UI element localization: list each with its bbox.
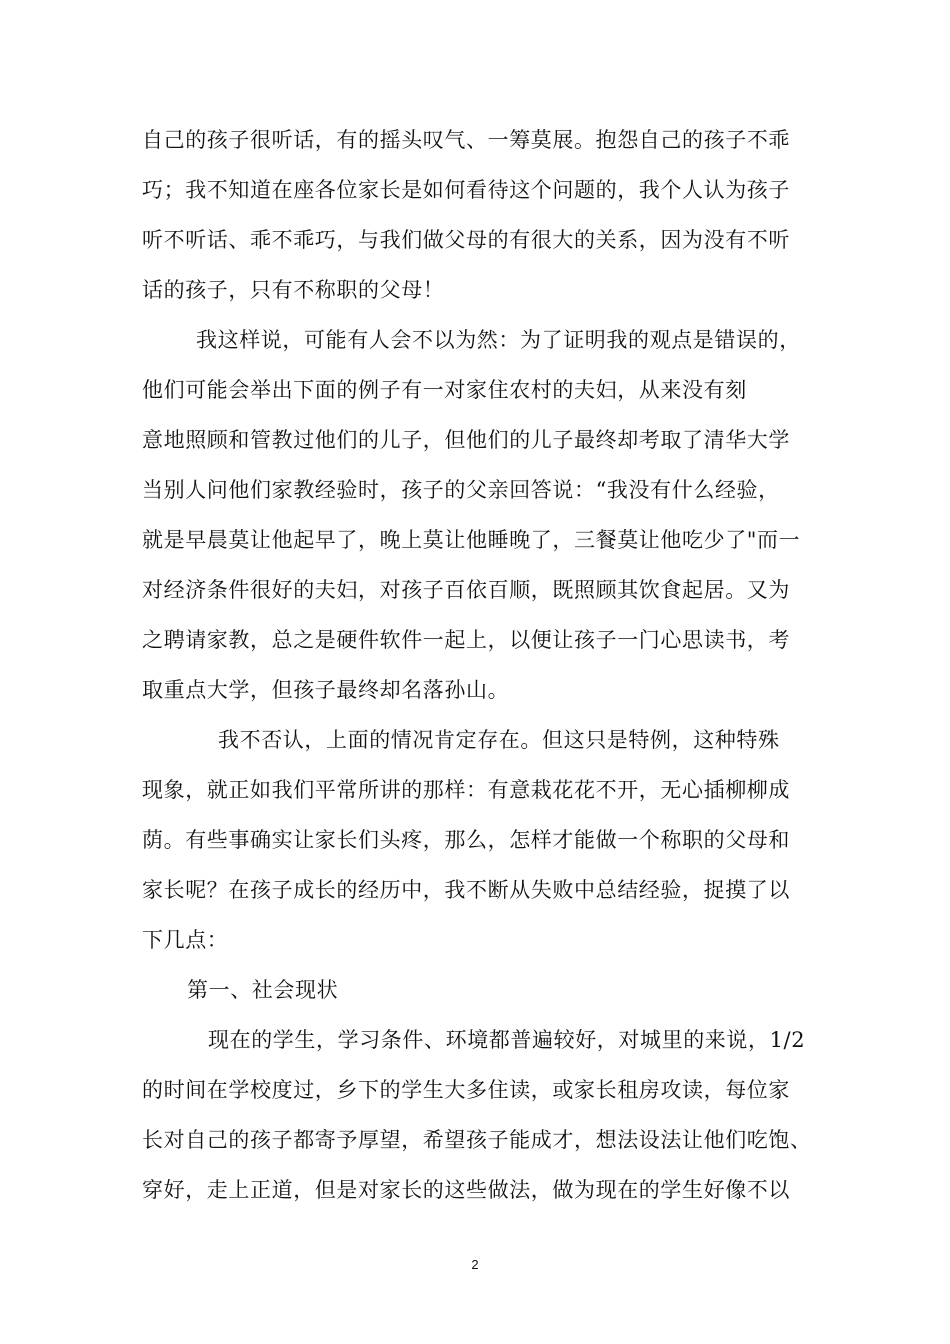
text-line: 的时间在学校度过，乡下的学生大多住读，或家长租房攻读，每位家 <box>142 1078 790 1102</box>
section-heading: 第一、社会现状 <box>187 978 339 1002</box>
paragraph-start-line: 我不否认，上面的情况肯定存在。但这只是特例，这种特殊 <box>218 728 780 752</box>
text-line: 荫。有些事确实让家长们头疼，那么，怎样才能做一个称职的父母和 <box>142 828 790 852</box>
page-number: 2 <box>471 1257 479 1272</box>
text-line: 意地照顾和管教过他们的儿子，但他们的儿子最终却考取了清华大学 <box>142 428 790 452</box>
text-line: 长对自己的孩子都寄予厚望，希望孩子能成才，想法设法让他们吃饱、 <box>142 1128 812 1152</box>
text-line: 当别人问他们家教经验时，孩子的父亲回答说：“我没有什么经验， <box>142 478 780 502</box>
text-line: 话的孩子，只有不称职的父母！ <box>142 278 445 302</box>
paragraph-start-line: 我这样说，可能有人会不以为然：为了证明我的观点是错误的， <box>196 328 801 352</box>
text-line: 对经济条件很好的夫妇，对孩子百依百顺，既照顾其饮食起居。又为 <box>142 578 790 602</box>
text-line: 听不听话、乖不乖巧，与我们做父母的有很大的关系，因为没有不听 <box>142 228 790 252</box>
text-line: 巧；我不知道在座各位家长是如何看待这个问题的，我个人认为孩子 <box>142 178 790 202</box>
text-line: 下几点： <box>142 928 229 952</box>
paragraph-start-line: 现在的学生，学习条件、环境都普遍较好，对城里的来说，1/2 <box>208 1028 806 1052</box>
text-line: 取重点大学，但孩子最终却名落孙山。 <box>142 678 510 702</box>
text-line: 就是早晨莫让他起早了，晚上莫让他睡晚了，三餐莫让他吃少了"而一 <box>142 528 801 552</box>
text-line: 现象，就正如我们平常所讲的那样：有意栽花花不开，无心插柳柳成 <box>142 778 790 802</box>
text-line: 穿好，走上正道，但是对家长的这些做法，做为现在的学生好像不以 <box>142 1178 790 1202</box>
text-line: 自己的孩子很听话，有的摇头叹气、一筹莫展。抱怨自己的孩子不乖 <box>142 128 790 152</box>
text-line: 家长呢？在孩子成长的经历中，我不断从失败中总结经验，捉摸了以 <box>142 878 790 902</box>
text-line: 他们可能会举出下面的例子有一对家住农村的夫妇，从来没有刻 <box>142 378 747 402</box>
text-line: 之聘请家教，总之是硬件软件一起上，以便让孩子一门心思读书，考 <box>142 628 790 652</box>
